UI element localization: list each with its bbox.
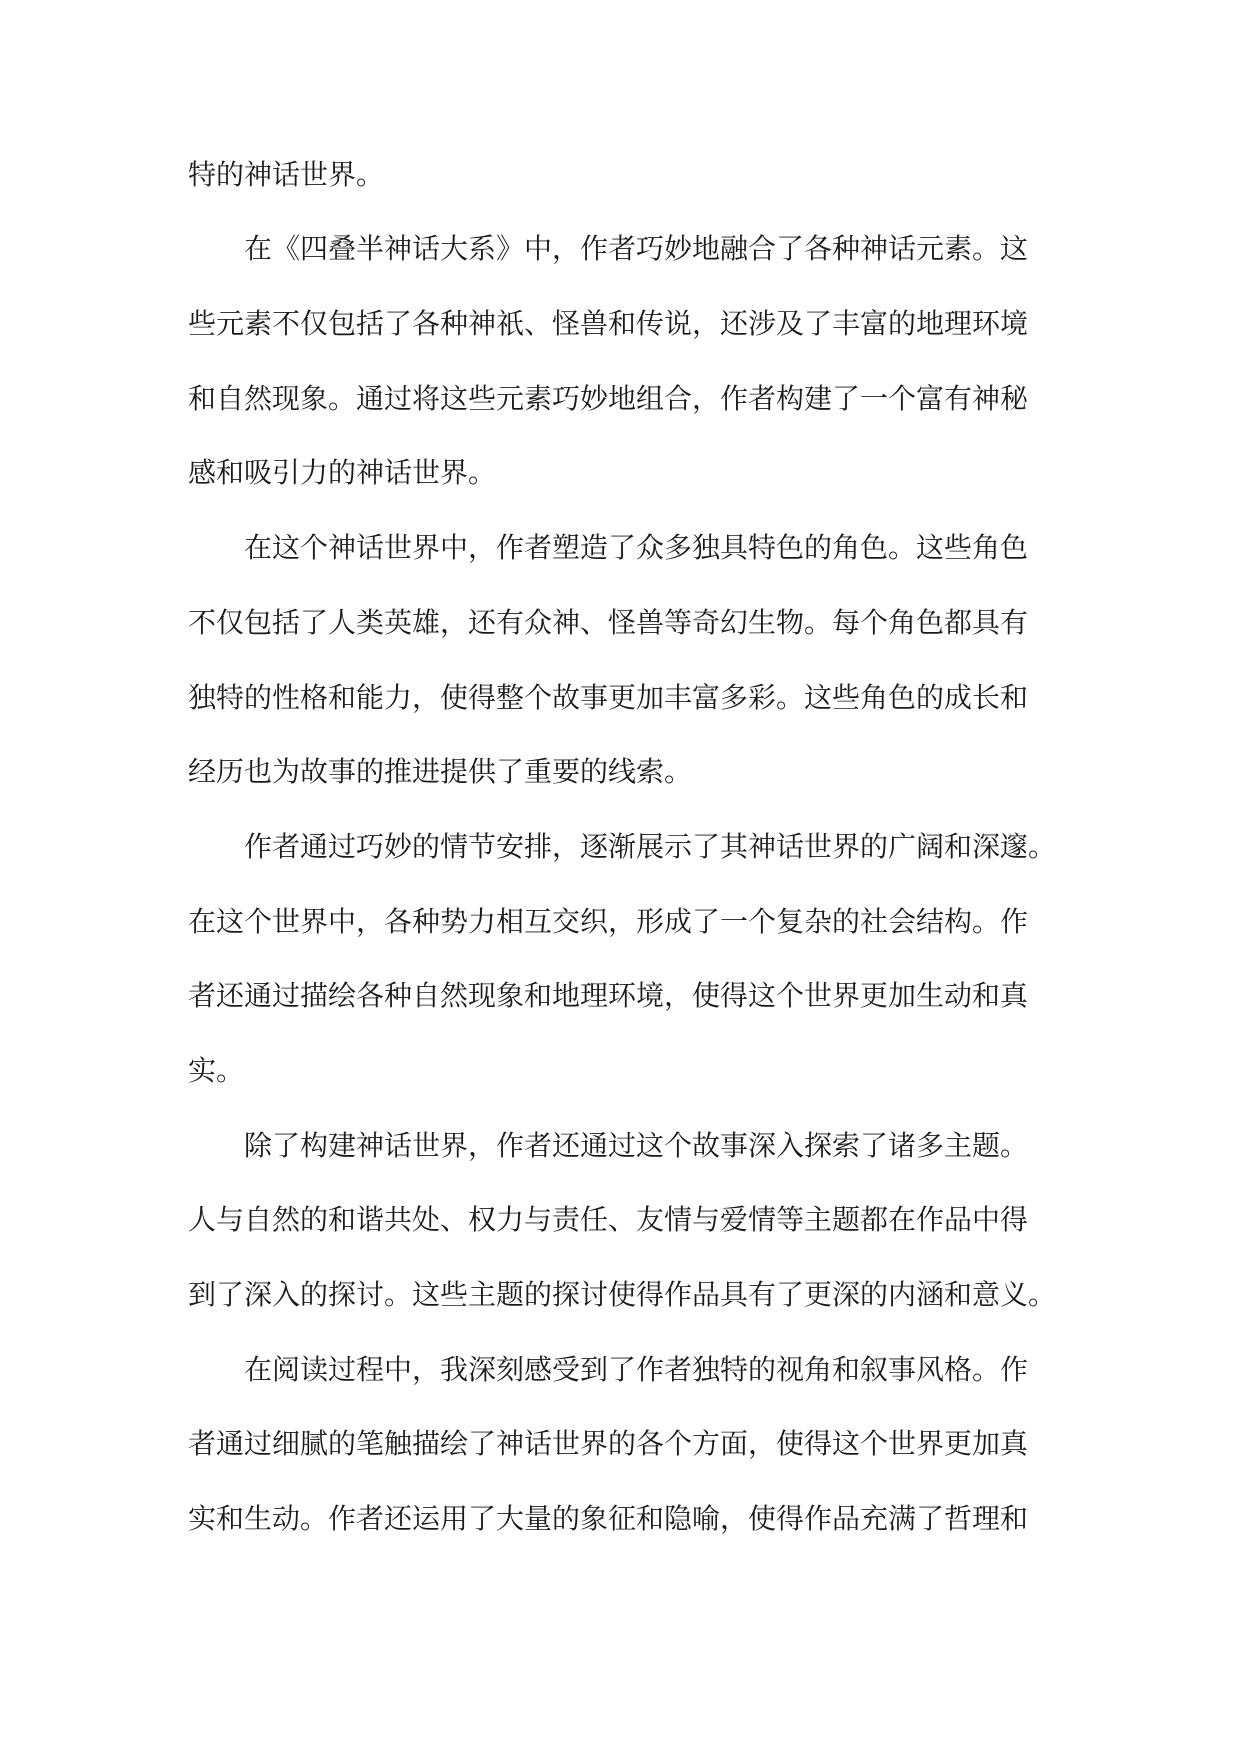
- text-line: 实。: [188, 1054, 245, 1087]
- text-line: 到了深入的探讨。这些主题的探讨使得作品具有了更深的内涵和意义。: [188, 1278, 1057, 1311]
- text-line: 实和生动。作者还运用了大量的象征和隐喻，使得作品充满了哲理和: [188, 1502, 1029, 1535]
- text-line: 在《四叠半神话大系》中，作者巧妙地融合了各种神话元素。这: [188, 232, 1029, 265]
- text-line: 在阅读过程中，我深刻感受到了作者独特的视角和叙事风格。作: [188, 1353, 1029, 1386]
- text-line: 独特的性格和能力，使得整个故事更加丰富多彩。这些角色的成长和: [188, 681, 1029, 714]
- text-line: 在这个世界中，各种势力相互交织，形成了一个复杂的社会结构。作: [188, 905, 1029, 938]
- text-line: 经历也为故事的推进提供了重要的线索。: [188, 755, 693, 788]
- text-line: 特的神话世界。: [188, 158, 385, 191]
- text-line: 些元素不仅包括了各种神祇、怪兽和传说，还涉及了丰富的地理环境: [188, 307, 1029, 340]
- text-line: 不仅包括了人类英雄，还有众神、怪兽等奇幻生物。每个角色都具有: [188, 606, 1029, 639]
- text-line: 作者通过巧妙的情节安排，逐渐展示了其神话世界的广阔和深邃。: [188, 830, 1057, 863]
- text-line: 和自然现象。通过将这些元素巧妙地组合，作者构建了一个富有神秘: [188, 382, 1029, 415]
- text-line: 者还通过描绘各种自然现象和地理环境，使得这个世界更加生动和真: [188, 979, 1029, 1012]
- text-line: 除了构建神话世界，作者还通过这个故事深入探索了诸多主题。: [188, 1129, 1029, 1162]
- text-line: 感和吸引力的神话世界。: [188, 456, 497, 489]
- text-line: 人与自然的和谐共处、权力与责任、友情与爱情等主题都在作品中得: [188, 1203, 1029, 1236]
- text-line: 在这个神话世界中，作者塑造了众多独具特色的角色。这些角色: [188, 531, 1029, 564]
- text-line: 者通过细腻的笔触描绘了神话世界的各个方面，使得这个世界更加真: [188, 1427, 1029, 1460]
